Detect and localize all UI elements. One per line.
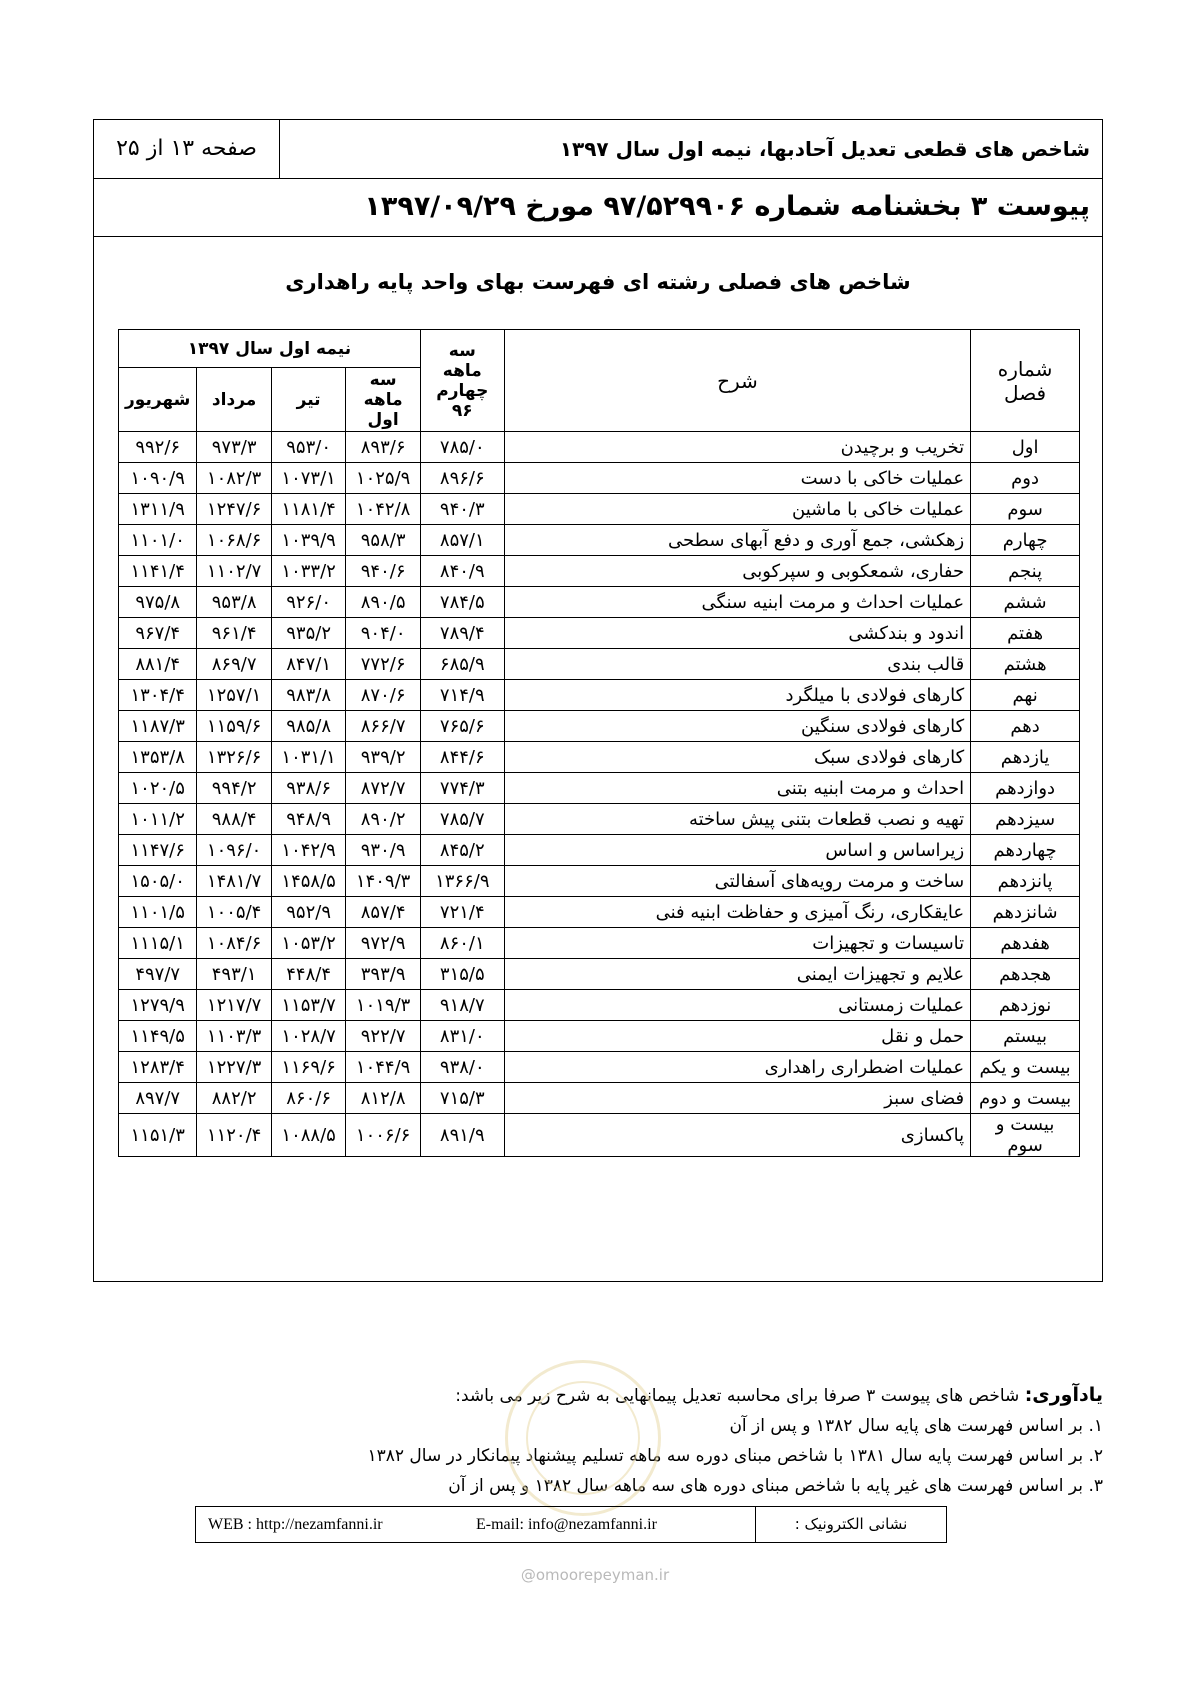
q4-96-cell: ۷۷۴/۳ (420, 773, 504, 804)
mordad-cell: ۹۶۱/۴ (197, 618, 272, 649)
chapter-cell: ششم (971, 587, 1080, 618)
tir-cell: ۱۰۵۳/۲ (271, 928, 346, 959)
shahrivar-cell: ۱۳۱۱/۹ (119, 494, 197, 525)
description-cell: عایقکاری، رنگ آمیزی و حفاظت ابنیه فنی (504, 897, 970, 928)
table-row (119, 494, 1080, 525)
mordad-cell: ۱۲۲۷/۳ (197, 1052, 272, 1083)
table-row (119, 463, 1080, 494)
footer-label: نشانی الکترونیک : (755, 1507, 946, 1542)
chapter-cell: سیزدهم (971, 804, 1080, 835)
chapter-cell: بیست و یکم (971, 1052, 1080, 1083)
shahrivar-cell: ۱۱۰۱/۰ (119, 525, 197, 556)
q1-cell: ۹۳۹/۲ (346, 742, 421, 773)
description-cell: زیراساس و اساس (504, 835, 970, 866)
description-cell: عملیات اضطراری راهداری (504, 1052, 970, 1083)
q1-cell: ۱۰۴۲/۸ (346, 494, 421, 525)
q4-96-cell: ۸۶۰/۱ (420, 928, 504, 959)
table-row (119, 959, 1080, 990)
table-row (119, 1052, 1080, 1083)
mordad-cell: ۱۰۶۸/۶ (197, 525, 272, 556)
q4-96-cell: ۷۱۴/۹ (420, 680, 504, 711)
tir-cell: ۸۶۰/۶ (271, 1083, 346, 1114)
q1-cell: ۸۹۰/۲ (346, 804, 421, 835)
mordad-cell: ۹۷۳/۳ (197, 432, 272, 463)
mordad-cell: ۱۳۲۶/۶ (197, 742, 272, 773)
table-row (119, 649, 1080, 680)
q1-cell: ۸۶۶/۷ (346, 711, 421, 742)
contact-footer (195, 1506, 947, 1543)
description-cell: علایم و تجهیزات ایمنی (504, 959, 970, 990)
q1-cell: ۱۴۰۹/۳ (346, 866, 421, 897)
description-cell: حمل و نقل (504, 1021, 970, 1052)
col-tir: تیر (271, 368, 346, 432)
shahrivar-cell: ۹۶۷/۴ (119, 618, 197, 649)
subheading: پیوست ۳ بخشنامه شماره ۹۷/۵۲۹۹۰۶ مورخ ۱۳۹۷/۰۹/۲۹ (364, 191, 1090, 222)
tir-cell: ۹۴۸/۹ (271, 804, 346, 835)
shahrivar-cell: ۱۱۴۹/۵ (119, 1021, 197, 1052)
shahrivar-cell: ۱۲۷۹/۹ (119, 990, 197, 1021)
description-cell: تخریب و برچیدن (504, 432, 970, 463)
shahrivar-cell: ۸۸۱/۴ (119, 649, 197, 680)
note-item: ۱. بر اساس فهرست های پایه سال ۱۳۸۲ و پس از آن (729, 1416, 1103, 1436)
q4-96-cell: ۶۸۵/۹ (420, 649, 504, 680)
tir-cell: ۱۱۸۱/۴ (271, 494, 346, 525)
seal-watermark (505, 1360, 661, 1516)
mordad-cell: ۹۵۳/۸ (197, 587, 272, 618)
q1-cell: ۹۰۴/۰ (346, 618, 421, 649)
tir-cell: ۹۸۳/۸ (271, 680, 346, 711)
chapter-cell: پانزدهم (971, 866, 1080, 897)
q4-96-cell: ۷۲۱/۴ (420, 897, 504, 928)
table-row (119, 1021, 1080, 1052)
q1-cell: ۸۱۲/۸ (346, 1083, 421, 1114)
q1-cell: ۳۹۳/۹ (346, 959, 421, 990)
shahrivar-cell: ۱۱۵۱/۳ (119, 1114, 197, 1157)
q4-96-cell: ۱۳۶۶/۹ (420, 866, 504, 897)
mordad-cell: ۱۰۸۲/۳ (197, 463, 272, 494)
q1-cell: ۱۰۱۹/۳ (346, 990, 421, 1021)
description-cell: تاسیسات و تجهیزات (504, 928, 970, 959)
tir-cell: ۱۱۶۹/۶ (271, 1052, 346, 1083)
q1-cell: ۹۵۸/۳ (346, 525, 421, 556)
table-row (119, 866, 1080, 897)
table-title: شاخص های فصلی رشته ای فهرست بهای واحد پایه راهداری (285, 270, 911, 294)
mordad-cell: ۱۴۸۱/۷ (197, 866, 272, 897)
chapter-cell: هفدهم (971, 928, 1080, 959)
mordad-cell: ۱۲۱۷/۷ (197, 990, 272, 1021)
table-row (119, 556, 1080, 587)
description-cell: فضای سبز (504, 1083, 970, 1114)
shahrivar-cell: ۹۹۲/۶ (119, 432, 197, 463)
table-row (119, 680, 1080, 711)
tir-cell: ۱۱۵۳/۷ (271, 990, 346, 1021)
chapter-cell: دوازدهم (971, 773, 1080, 804)
table-row (119, 773, 1080, 804)
page-title: شاخص های قطعی تعدیل آحادبها، نیمه اول سال ۱۳۹۷ (559, 137, 1090, 161)
q4-96-cell: ۳۱۵/۵ (420, 959, 504, 990)
q1-cell: ۱۰۲۵/۹ (346, 463, 421, 494)
q1-cell: ۸۵۷/۴ (346, 897, 421, 928)
footer-web[interactable]: WEB : http://nezamfanni.ir (208, 1516, 383, 1533)
index-table (118, 329, 1080, 1157)
shahrivar-cell: ۱۱۴۷/۶ (119, 835, 197, 866)
tir-cell: ۹۳۵/۲ (271, 618, 346, 649)
tir-cell: ۹۸۵/۸ (271, 711, 346, 742)
page-number: صفحه ۱۳ از ۲۵ (94, 120, 280, 178)
q4-96-cell: ۷۸۵/۰ (420, 432, 504, 463)
q1-cell: ۸۷۰/۶ (346, 680, 421, 711)
shahrivar-cell: ۸۹۷/۷ (119, 1083, 197, 1114)
q4-96-cell: ۹۴۰/۳ (420, 494, 504, 525)
q4-96-cell: ۸۹۶/۶ (420, 463, 504, 494)
col-chapter: شماره فصل (971, 330, 1080, 432)
tir-cell: ۹۲۶/۰ (271, 587, 346, 618)
tir-cell: ۱۰۳۹/۹ (271, 525, 346, 556)
tir-cell: ۱۰۳۱/۱ (271, 742, 346, 773)
chapter-cell: یازدهم (971, 742, 1080, 773)
col-mordad: مرداد (197, 368, 272, 432)
tir-cell: ۸۴۷/۱ (271, 649, 346, 680)
description-cell: اندود و بندکشی (504, 618, 970, 649)
table-row (119, 742, 1080, 773)
tir-cell: ۱۰۲۸/۷ (271, 1021, 346, 1052)
description-cell: زهکشی، جمع آوری و دفع آبهای سطحی (504, 525, 970, 556)
mordad-cell: ۱۱۵۹/۶ (197, 711, 272, 742)
q1-cell: ۱۰۰۶/۶ (346, 1114, 421, 1157)
q4-96-cell: ۸۵۷/۱ (420, 525, 504, 556)
description-cell: قالب بندی (504, 649, 970, 680)
shahrivar-cell: ۹۷۵/۸ (119, 587, 197, 618)
description-cell: عملیات خاکی با ماشین (504, 494, 970, 525)
tir-cell: ۱۰۳۳/۲ (271, 556, 346, 587)
footer-email[interactable]: E-mail: info@nezamfanni.ir (476, 1516, 657, 1533)
shahrivar-cell: ۱۳۰۴/۴ (119, 680, 197, 711)
note-item: ۳. بر اساس فهرست های غیر پایه با شاخص مبنای دوره های سه ماهه سال ۱۳۸۲ و پس از آن (448, 1476, 1103, 1496)
watermark-site: @omoorepeyman.ir (520, 1566, 670, 1584)
description-cell: کارهای فولادی سبک (504, 742, 970, 773)
q4-96-cell: ۸۴۰/۹ (420, 556, 504, 587)
q4-96-cell: ۸۴۵/۲ (420, 835, 504, 866)
q4-96-cell: ۷۱۵/۳ (420, 1083, 504, 1114)
chapter-cell: چهاردهم (971, 835, 1080, 866)
q4-96-cell: ۹۱۸/۷ (420, 990, 504, 1021)
mordad-cell: ۱۲۵۷/۱ (197, 680, 272, 711)
q1-cell: ۹۳۰/۹ (346, 835, 421, 866)
q1-cell: ۹۲۲/۷ (346, 1021, 421, 1052)
tir-cell: ۱۴۵۸/۵ (271, 866, 346, 897)
q4-96-cell: ۸۳۱/۰ (420, 1021, 504, 1052)
q1-cell: ۸۹۰/۵ (346, 587, 421, 618)
table-row (119, 587, 1080, 618)
description-cell: عملیات خاکی با دست (504, 463, 970, 494)
chapter-cell: هفتم (971, 618, 1080, 649)
shahrivar-cell: ۱۱۱۵/۱ (119, 928, 197, 959)
table-row (119, 897, 1080, 928)
mordad-cell: ۸۸۲/۲ (197, 1083, 272, 1114)
table-row (119, 525, 1080, 556)
notes-label: یادآوری: (1024, 1384, 1103, 1406)
description-cell: کارهای فولادی با میلگرد (504, 680, 970, 711)
shahrivar-cell: ۱۳۵۳/۸ (119, 742, 197, 773)
mordad-cell: ۱۰۸۴/۶ (197, 928, 272, 959)
mordad-cell: ۱۱۲۰/۴ (197, 1114, 272, 1157)
q4-96-cell: ۷۸۹/۴ (420, 618, 504, 649)
table-row (119, 711, 1080, 742)
description-cell: پاکسازی (504, 1114, 970, 1157)
chapter-cell: هجدهم (971, 959, 1080, 990)
table-row (119, 618, 1080, 649)
shahrivar-cell: ۱۱۴۱/۴ (119, 556, 197, 587)
q4-96-cell: ۹۳۸/۰ (420, 1052, 504, 1083)
mordad-cell: ۴۹۳/۱ (197, 959, 272, 990)
chapter-cell: دهم (971, 711, 1080, 742)
chapter-cell: چهارم (971, 525, 1080, 556)
shahrivar-cell: ۱۵۰۵/۰ (119, 866, 197, 897)
chapter-cell: نوزدهم (971, 990, 1080, 1021)
chapter-cell: پنجم (971, 556, 1080, 587)
description-cell: عملیات زمستانی (504, 990, 970, 1021)
tir-cell: ۴۴۸/۴ (271, 959, 346, 990)
description-cell: عملیات احداث و مرمت ابنیه سنگی (504, 587, 970, 618)
q1-cell: ۸۷۲/۷ (346, 773, 421, 804)
mordad-cell: ۱۰۹۶/۰ (197, 835, 272, 866)
note-item: ۲. بر اساس فهرست پایه سال ۱۳۸۱ با شاخص مبنای دوره سه ماهه تسلیم پیشنهاد پیمانکار در سال ۱۳۸۲ (367, 1446, 1103, 1466)
mordad-cell: ۹۸۸/۴ (197, 804, 272, 835)
chapter-cell: بیستم (971, 1021, 1080, 1052)
shahrivar-cell: ۱۱۸۷/۳ (119, 711, 197, 742)
chapter-cell: نهم (971, 680, 1080, 711)
shahrivar-cell: ۱۰۹۰/۹ (119, 463, 197, 494)
q1-cell: ۱۰۴۴/۹ (346, 1052, 421, 1083)
description-cell: حفاری، شمعکوبی و سپرکوبی (504, 556, 970, 587)
table-row (119, 432, 1080, 463)
q1-cell: ۹۷۲/۹ (346, 928, 421, 959)
col-shahrivar: شهریور (119, 368, 197, 432)
chapter-cell: اول (971, 432, 1080, 463)
mordad-cell: ۱۱۰۳/۳ (197, 1021, 272, 1052)
table-row (119, 990, 1080, 1021)
q4-96-cell: ۸۴۴/۶ (420, 742, 504, 773)
chapter-cell: شانزدهم (971, 897, 1080, 928)
tir-cell: ۱۰۷۳/۱ (271, 463, 346, 494)
chapter-cell: دوم (971, 463, 1080, 494)
header-row (94, 120, 1102, 179)
q4-96-cell: ۸۹۱/۹ (420, 1114, 504, 1157)
chapter-cell: هشتم (971, 649, 1080, 680)
shahrivar-cell: ۱۱۰۱/۵ (119, 897, 197, 928)
q1-cell: ۸۹۳/۶ (346, 432, 421, 463)
mordad-cell: ۹۹۴/۲ (197, 773, 272, 804)
table-row (119, 835, 1080, 866)
mordad-cell: ۱۱۰۲/۷ (197, 556, 272, 587)
tir-cell: ۹۵۲/۹ (271, 897, 346, 928)
description-cell: احداث و مرمت ابنیه بتنی (504, 773, 970, 804)
q1-cell: ۹۴۰/۶ (346, 556, 421, 587)
tir-cell: ۱۰۸۸/۵ (271, 1114, 346, 1157)
q4-96-cell: ۷۶۵/۶ (420, 711, 504, 742)
shahrivar-cell: ۱۲۸۳/۴ (119, 1052, 197, 1083)
chapter-cell: بیست و دوم (971, 1083, 1080, 1114)
tir-cell: ۹۳۸/۶ (271, 773, 346, 804)
col-q1: سه ماهه اول (346, 368, 421, 432)
col-q4-96: سه ماهه چهارم ۹۶ (420, 330, 504, 432)
description-cell: ساخت و مرمت رویه‌های آسفالتی (504, 866, 970, 897)
description-cell: تهیه و نصب قطعات بتنی پیش ساخته (504, 804, 970, 835)
shahrivar-cell: ۴۹۷/۷ (119, 959, 197, 990)
q4-96-cell: ۷۸۴/۵ (420, 587, 504, 618)
col-half-group: نیمه اول سال ۱۳۹۷ (119, 330, 421, 368)
q4-96-cell: ۷۸۵/۷ (420, 804, 504, 835)
chapter-cell: بیست و سوم (971, 1114, 1080, 1157)
mordad-cell: ۱۰۰۵/۴ (197, 897, 272, 928)
subheading-row (94, 178, 1102, 237)
description-cell: کارهای فولادی سنگین (504, 711, 970, 742)
tir-cell: ۱۰۴۲/۹ (271, 835, 346, 866)
table-row (119, 928, 1080, 959)
q1-cell: ۷۷۲/۶ (346, 649, 421, 680)
tir-cell: ۹۵۳/۰ (271, 432, 346, 463)
mordad-cell: ۸۶۹/۷ (197, 649, 272, 680)
table-row (119, 804, 1080, 835)
shahrivar-cell: ۱۰۲۰/۵ (119, 773, 197, 804)
table-row (119, 1083, 1080, 1114)
col-desc: شرح (504, 330, 970, 432)
chapter-cell: سوم (971, 494, 1080, 525)
mordad-cell: ۱۲۴۷/۶ (197, 494, 272, 525)
shahrivar-cell: ۱۰۱۱/۲ (119, 804, 197, 835)
notes-intro: شاخص های پیوست ۳ صرفا برای محاسبه تعدیل پیمانهایی به شرح زیر می باشد: (455, 1386, 1025, 1406)
table-row (119, 1114, 1080, 1157)
